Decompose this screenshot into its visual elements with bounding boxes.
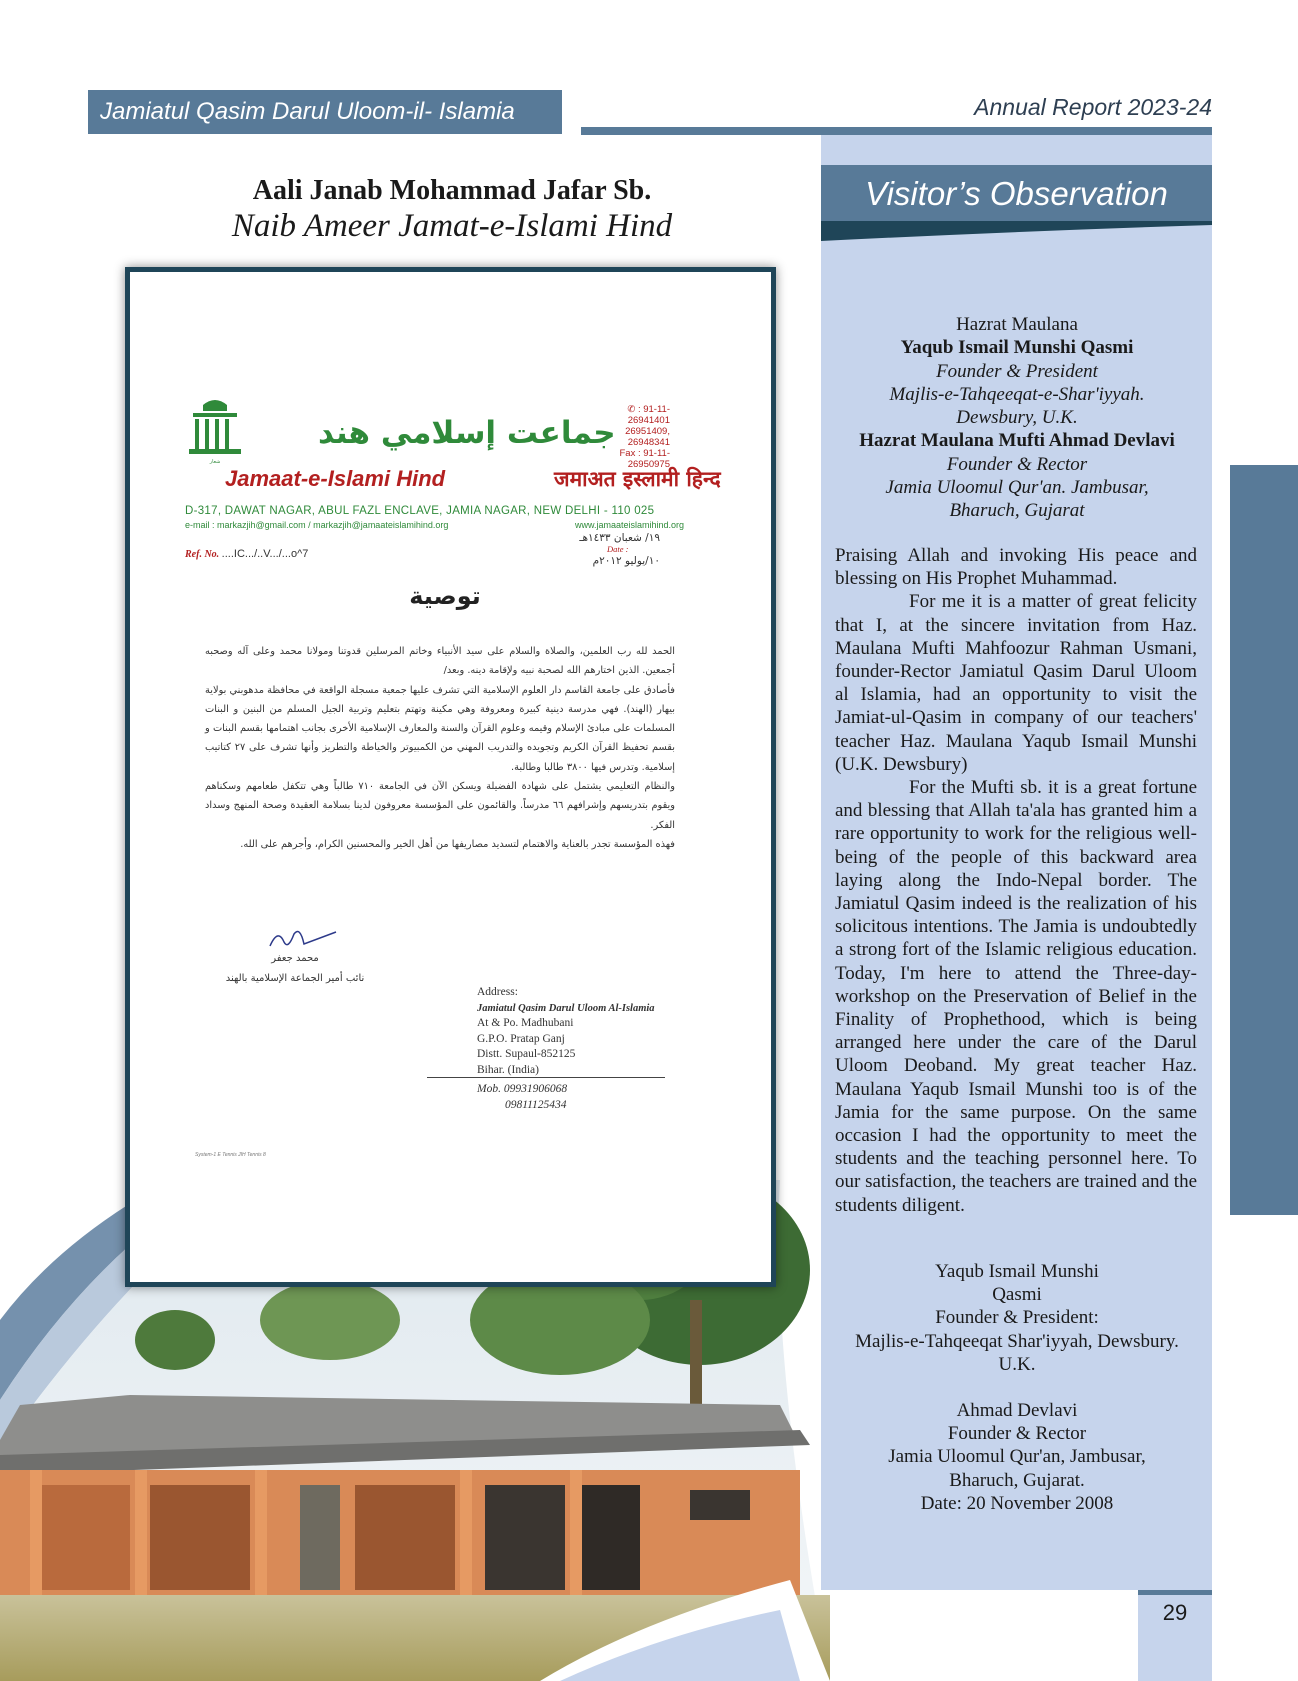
svg-text:شعار: شعار bbox=[209, 459, 221, 465]
address-line: Bihar. (India) bbox=[477, 1063, 539, 1076]
observation-text bbox=[835, 544, 1197, 1217]
signature-block-1 bbox=[836, 1260, 1198, 1376]
address-block bbox=[477, 985, 655, 1078]
ref-label: Ref. No. bbox=[185, 549, 220, 560]
credit-line: Majlis-e-Tahqeeqat-e-Shar'iyyah. bbox=[889, 383, 1145, 405]
observation-paragraph: Praising Allah and invoking His peace and blessing on His Prophet Muhammad. bbox=[835, 545, 1197, 590]
phone-line: 26951409, 26948341 bbox=[625, 426, 670, 448]
letterhead-english-name: Jamaat-e-Islami Hind bbox=[225, 466, 446, 491]
address-rule bbox=[427, 1077, 665, 1078]
address-line: Distt. Supaul-852125 bbox=[477, 1048, 576, 1060]
phone-line: Fax : 91-11-26950975 bbox=[619, 448, 670, 470]
signature-line: U.K. bbox=[998, 1353, 1036, 1375]
jamaat-logo-icon bbox=[185, 397, 245, 465]
credit-line: Hazrat Maulana bbox=[956, 314, 1078, 335]
visitor-credits bbox=[836, 313, 1198, 523]
signature-line: Qasmi bbox=[992, 1284, 1042, 1306]
address-line: At & Po. Madhubani bbox=[477, 1017, 574, 1029]
letter-title: توصية bbox=[409, 582, 481, 610]
observation-paragraph: For the Mufti sb. it is a great fortune and blessing that Allah ta'ala has granted him a rare opportunity to work for the religious well-being of the people of this backward area laying along the Indo-Nepal border. The Jamiatul Qasim indeed is the realization of his solicitous intentions. The Jamia is undoubtedly a strong fort of the Islamic religious education. Today, I'm here to attend the Three-day-workshop on the Preservation of Belief in the Finality of Prophethood, which is being arranged here under the care of the Darul Uloom Deoband. My great teacher Haz. Maulana Yaqub Ismail Munshi too is of the Jamia for the same purpose. On the same occasion I had the opportunity to meet the students and the teaching personnel here. To our satisfaction, the teachers are trained and the students diligent. bbox=[835, 777, 1197, 1216]
section-title: Visitor’s Observation bbox=[821, 165, 1212, 223]
header-report-title: Annual Report 2023-24 bbox=[974, 94, 1212, 120]
credit-line: Jamia Uloomul Qur'an. Jambusar, bbox=[885, 477, 1149, 499]
credit-line: Dewsbury, U.K. bbox=[956, 407, 1078, 429]
visitor-name: Aali Janab Mohammad Jafar Sb. bbox=[252, 175, 652, 206]
header-rule bbox=[581, 127, 1212, 135]
edge-tab bbox=[1230, 465, 1298, 1215]
signature-date: Date: 20 November 2008 bbox=[920, 1492, 1114, 1514]
signature-line: Ahmad Devlavi bbox=[956, 1400, 1078, 1421]
letter-date-hijri: ١٩/ شعبان ١٤٣٣هـ bbox=[579, 532, 660, 544]
observation-paragraph: For me it is a matter of great felicity that I, at the sincere invitation from Haz. Maulana Mufti Mahfoozur Rahman Usmani, founder-Rector Jamiatul Qasim Darul Uloom al Islamia, had an opportunity to visit the Jamiat-ul-Qasim in company of our teachers' teacher Haz. Maulana Yaqub Ismail Munshi (U.K. Dewsbury) bbox=[835, 591, 1197, 775]
signature-block-2 bbox=[836, 1399, 1198, 1515]
credit-line: Founder & Rector bbox=[946, 453, 1088, 475]
signature-line: Majlis-e-Tahqeeqat Shar'iyyah, Dewsbury. bbox=[855, 1330, 1179, 1352]
letter-paragraph: فهذه المؤسسة تجدر بالعناية والاهتمام لتسديد مصاريفها من أهل الخير والمحسنين الكرام، وأجرهم على الله. bbox=[240, 838, 675, 850]
section-title-swoosh bbox=[821, 221, 1212, 241]
letter-footnote: System-1 E Tennis JIH Tennis 8 bbox=[195, 1152, 266, 1158]
header-school-title: Jamiatul Qasim Darul Uloom-il- Islamia bbox=[88, 90, 562, 134]
letterhead-arabic-name: جماعت إسلامي هند bbox=[318, 415, 616, 451]
letterhead-address: D-317, DAWAT NAGAR, ABUL FAZL ENCLAVE, JAMIA NAGAR, NEW DELHI - 110 025 bbox=[185, 505, 655, 517]
letterhead-website: www.jamaateislamihind.org bbox=[575, 520, 685, 530]
ref-value: ....IC.../..V.../...o^7 bbox=[221, 548, 309, 560]
credit-line: Bharuch, Gujarat bbox=[949, 500, 1085, 522]
signature-line: Yaqub Ismail Munshi bbox=[935, 1261, 1099, 1282]
letterhead-email: e-mail : markazjih@gmail.com / markazjih@jamaateislamihind.org bbox=[185, 520, 449, 530]
address-label: Address: bbox=[477, 986, 518, 998]
phone-line: ✆ : 91-11-26941401 bbox=[627, 404, 670, 426]
letter-paragraph: والنظام التعليمي يشتمل على شهادة الفضيلة ويسكن الآن في الجامعة ٧١٠ طالباً وهي تتكفل طعامهم وسكناهم ويقوم بتدريسهم وإشرافهم ٦٦ مدرساً. والقائمون على المؤسسة معروفون لدينا بسلامة العقيدة وصحة المنهج وسداد الفكر. bbox=[205, 781, 675, 831]
signatory-name: محمد جعفر bbox=[271, 953, 319, 964]
page-number-rule bbox=[1138, 1590, 1212, 1595]
credit-name: Yaqub Ismail Munshi Qasmi bbox=[900, 337, 1134, 359]
signature-line: Bharuch, Gujarat. bbox=[949, 1469, 1085, 1491]
signature-scribble-icon bbox=[260, 924, 340, 954]
letter-paragraph: الحمد لله رب العلمين، والصلاة والسلام على سيد الأنبياء وخاتم المرسلين قدوتنا ومولانا محمد وعلى آله وصحبه أجمعين. الذين اختارهم الله لصحبة نبيه ولإقامة دينه. وبعد/ bbox=[205, 646, 675, 677]
letter-ref bbox=[185, 548, 308, 560]
page-number: 29 bbox=[1162, 1600, 1188, 1625]
signatory-position: نائب أمير الجماعة الإسلامية بالهند bbox=[225, 973, 365, 984]
signature-line: Founder & Rector bbox=[947, 1423, 1087, 1445]
recommendation-letter bbox=[125, 267, 776, 1287]
mobile-line: Mob. 09931906068 bbox=[477, 1083, 568, 1095]
letter-date-label: Date : bbox=[607, 544, 629, 554]
letter-body bbox=[205, 642, 675, 854]
credit-name: Hazrat Maulana Mufti Ahmad Devlavi bbox=[859, 430, 1175, 452]
address-line: G.P.O. Pratap Ganj bbox=[477, 1032, 565, 1045]
signature-line: Founder & President: bbox=[935, 1307, 1099, 1329]
signature-line: Jamia Uloomul Qur'an, Jambusar, bbox=[888, 1446, 1146, 1468]
letterhead-phones bbox=[600, 404, 670, 470]
credit-line: Founder & President bbox=[936, 360, 1098, 382]
letter-paragraph: فأصادق على جامعة القاسم دار العلوم الإسلامية التي تشرف عليها جمعية مسجلة الواقعة في محافظة مدهوبني بولاية بيهار (الهند). فهي مدرسة دينية كبيرة ومعروفة وهي مكينة وتهتم بتعليم وتربية الجيل المسلم من البنين و البنات المسلمات على مبادئ الإسلام وقيمه وعلوم القرآن والسنة والمعارف الإسلامية الأخرى بجانب اهتمامها بقسم البنات و بقسم تحفيظ القرآن الكريم وتجويده والتدريب المهني من الكمبيوتر والخياطة والتطريز وأنها تشرف على ٢٧ كتاتيب إسلامية. وتدرس فيها ٣٨٠٠ طالبا وطالبة. bbox=[205, 684, 675, 773]
address-name: Jamiatul Qasim Darul Uloom Al-Islamia bbox=[477, 1002, 655, 1014]
mobile-line: 09811125434 bbox=[505, 1098, 567, 1111]
visitor-title: Naib Ameer Jamat-e-Islami Hind bbox=[231, 208, 673, 244]
mobile-block bbox=[477, 1082, 567, 1113]
letter-date-gregorian: ١٠/يوليو ٢٠١٢م bbox=[592, 555, 660, 567]
letterhead-hindi-name: जमाअत इस्लामी हिन्द bbox=[554, 467, 721, 491]
